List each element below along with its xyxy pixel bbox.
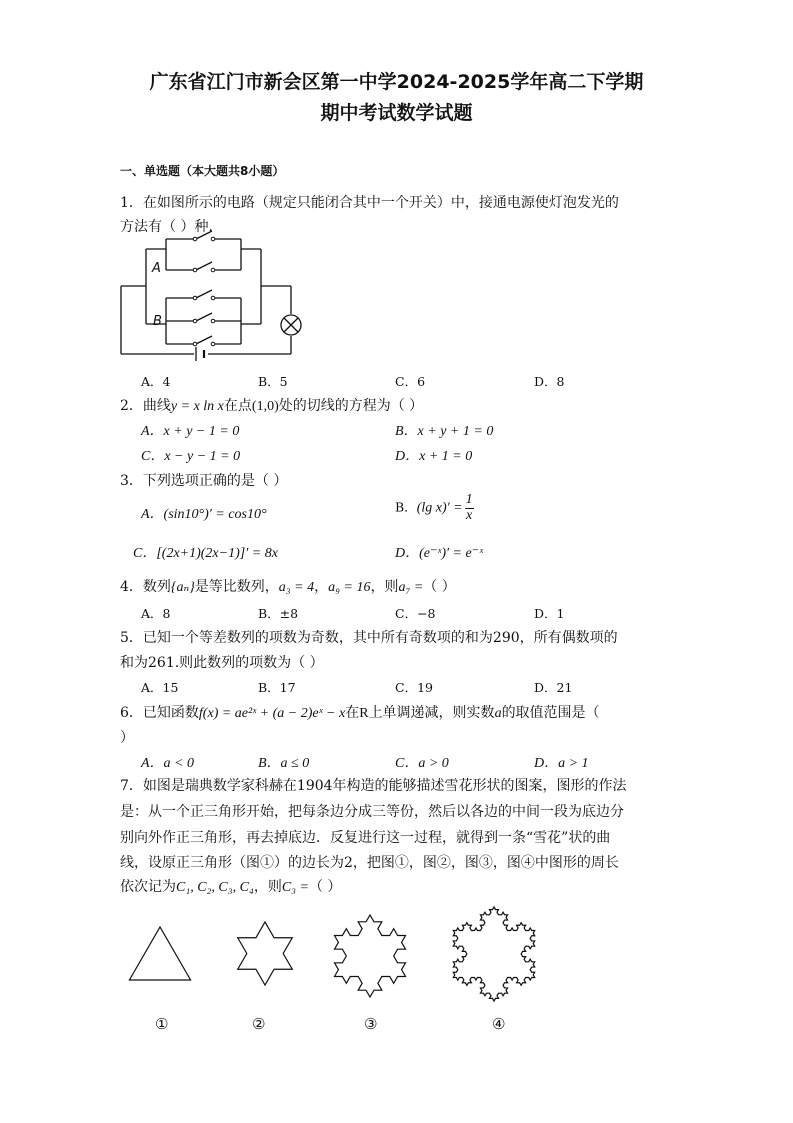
circuit-label-a: A	[152, 261, 161, 276]
q5-option-d[interactable]: D．21	[534, 680, 573, 695]
q6-suffix-2: 的取值范围是（	[501, 705, 600, 721]
q5-stem-line-2: 和为261.则此数列的项数为（ ）	[120, 655, 324, 671]
document-title-line-2: 期中考试数学试题	[320, 102, 473, 124]
q4-prefix: 4．数列	[120, 579, 171, 595]
q4-condition-2: a₉ = 16	[328, 580, 371, 595]
q2-option-c[interactable]: C．x − y − 1 = 0	[141, 449, 241, 464]
q2-option-b[interactable]: B．x + y + 1 = 0	[395, 424, 494, 439]
q7-stem-line-3: 别向外作正三角形，再去掉底边．反复进行这一过程，就得到一条“雪花”状的曲	[120, 830, 611, 846]
q4-option-b[interactable]: B．±8	[258, 606, 299, 621]
q3-option-b-denominator: x	[466, 507, 473, 523]
figure-label-4: ④	[492, 1015, 506, 1033]
q1-option-d[interactable]: D．8	[534, 374, 565, 389]
q7-target: C₃ =	[281, 880, 309, 895]
q4-stem	[120, 576, 456, 596]
q4-condition-1: a₃ = 4	[278, 580, 315, 595]
q5-stem-line-1: 5．已知一个等差数列的项数为奇数，其中所有奇数项的和为290，所有偶数项的	[120, 630, 618, 646]
q5-option-b[interactable]: B．17	[258, 680, 296, 695]
q7-line5-mid: ，则	[253, 879, 282, 895]
q3-option-b-label: B．	[395, 499, 417, 515]
q4-option-c[interactable]: C．−8	[395, 606, 436, 621]
q4-separator: ，	[314, 579, 329, 595]
section-heading: 一、单选题（本大题共8小题）	[120, 164, 285, 178]
q1-stem-line-1: 1．在如图所示的电路（规定只能闭合其中一个开关）中，接通电源使灯泡发光的	[120, 195, 619, 211]
q7-line5-suffix: （ ）	[308, 879, 342, 895]
q6-middle: 在	[345, 705, 360, 721]
koch-figure-3	[322, 914, 418, 998]
figure-label-2: ②	[252, 1015, 266, 1033]
q4-middle: 是等比数列，	[194, 579, 279, 595]
q6-function: f(x) = ae²ˣ + (a − 2)eˣ − x	[198, 706, 346, 721]
q2-expression: y = x ln x	[170, 399, 224, 414]
q4-option-a[interactable]: A．8	[141, 606, 171, 621]
q7-perimeter-vars: C₁, C₂, C₃, C₄	[176, 880, 254, 895]
koch-outline	[334, 915, 405, 997]
q6-stem-line-1	[120, 702, 600, 722]
q7-stem-line-5	[120, 876, 341, 896]
q6-stem-line-2: ）	[120, 730, 134, 746]
q4-target: a₇ =	[398, 580, 424, 595]
circuit-label-b: B	[153, 314, 162, 329]
q2-middle: 在点	[223, 398, 252, 414]
q6-prefix: 6．已知函数	[120, 705, 199, 721]
q5-option-c[interactable]: C．19	[395, 680, 433, 695]
koch-figure-1	[119, 926, 201, 981]
q7-stem-line-4: 线，设原正三角形（图①）的边长为2，把图①，图②，图③，图④中图形的周长	[120, 855, 619, 871]
q6-domain: R	[359, 706, 369, 721]
q4-suffix-pre: ，则	[370, 579, 399, 595]
q3-option-d[interactable]: D．(e⁻ˣ)′ = e⁻ˣ	[395, 546, 484, 561]
q1-option-b[interactable]: B．5	[258, 374, 288, 389]
q6-suffix-1: 上单调递减，则实数	[368, 705, 495, 721]
koch-outline	[238, 922, 293, 985]
q1-option-c[interactable]: C．6	[395, 374, 426, 389]
q3-option-b-fraction	[465, 493, 474, 523]
q6-option-c[interactable]: C．a > 0	[395, 756, 449, 771]
q2-point: (1,0)	[251, 399, 279, 414]
q4-sequence: {aₙ}	[170, 580, 195, 595]
q3-stem: 3．下列选项正确的是（ ）	[120, 473, 288, 489]
q7-stem-line-1: 7．如图是瑞典数学家科赫在1904年构造的能够描述雪花形状的图案，图形的作法	[120, 778, 627, 794]
koch-outline	[453, 907, 534, 1001]
q2-stem	[120, 395, 423, 415]
document-title-line-1: 广东省江门市新会区第一中学2024-2025学年高二下学期	[149, 71, 644, 93]
q5-option-a[interactable]: A．15	[141, 680, 179, 695]
q1-option-a[interactable]: A．4	[141, 374, 171, 389]
q3-option-a[interactable]: A．(sin10°)′ = cos10°	[141, 507, 267, 522]
q3-option-b-numerator: 1	[465, 492, 473, 507]
q2-prefix: 2．曲线	[120, 398, 171, 414]
q6-option-d[interactable]: D．a > 1	[534, 756, 589, 771]
q3-option-b[interactable]	[395, 493, 474, 523]
q7-stem-line-2: 是：从一个正三角形开始，把每条边分成三等份，然后以各边的中间一段为底边分	[120, 804, 624, 820]
q1-stem-line-2: 方法有（ ）种.	[120, 219, 213, 235]
q6-option-a[interactable]: A．a < 0	[141, 756, 194, 771]
q6-variable: a	[494, 706, 502, 721]
figure-label-1: ①	[155, 1015, 169, 1033]
q3-option-c[interactable]: C．[(2x+1)(2x−1)]′ = 8x	[133, 546, 278, 561]
q2-suffix: 处的切线的方程为（ ）	[278, 398, 424, 414]
figure-label-3: ③	[364, 1015, 378, 1033]
koch-figure-4	[440, 906, 548, 1002]
q4-suffix: （ ）	[423, 579, 456, 595]
koch-outline	[129, 927, 190, 980]
q7-line5-prefix: 依次记为	[120, 879, 176, 895]
q2-option-a[interactable]: A．x + y − 1 = 0	[141, 424, 240, 439]
q3-option-b-lhs: (lg x)′ =	[416, 500, 463, 516]
q4-option-d[interactable]: D．1	[534, 606, 565, 621]
koch-figure-2	[226, 921, 304, 986]
q2-option-d[interactable]: D．x + 1 = 0	[395, 449, 473, 464]
circuit-diagram	[116, 236, 306, 366]
q6-option-b[interactable]: B．a ≤ 0	[258, 756, 310, 771]
